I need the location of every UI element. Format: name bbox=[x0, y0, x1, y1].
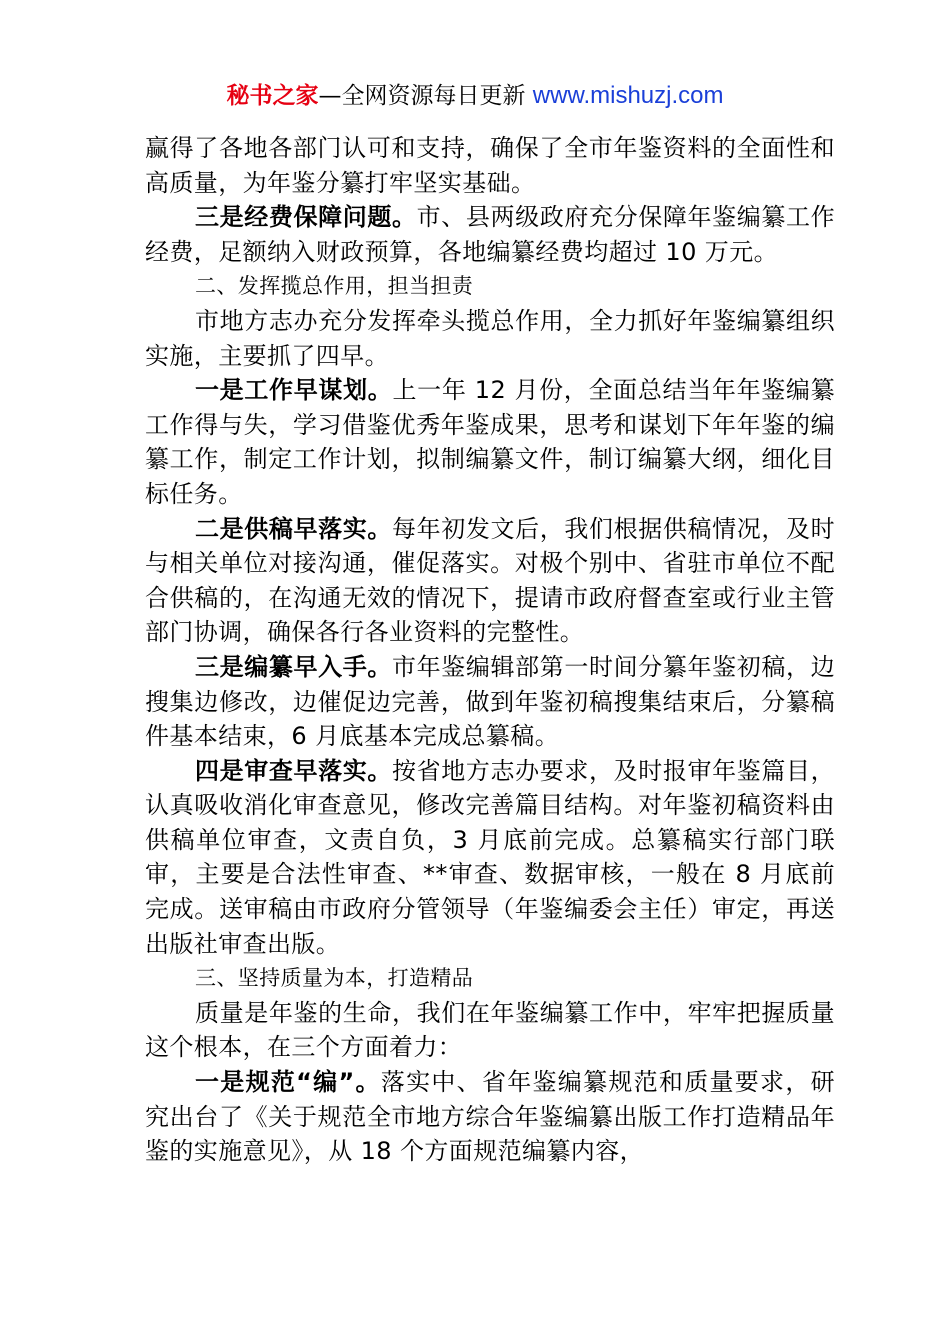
paragraph bbox=[145, 304, 835, 373]
paragraph-text: 按省地方志办要求，及时报审年鉴篇目，认真吸收消化审查意见，修改完善篇目结构。对年鉴初稿资料由供稿单位审查，文责自负，3 月底前完成。总纂稿实行部门联审，主要是合法性审查、**审查、数据审核，一般在 8 月底前完成。送审稿由市政府分管领导（年鉴编委会主任）审定，再送出版社审查出版。 bbox=[145, 756, 836, 958]
paragraph-text: 市年鉴编辑部第一时间分纂年鉴初稿，边搜集边修改，边催促边完善，做到年鉴初稿搜集结束后，分纂稿件基本结束，6 月底基本完成总纂稿。 bbox=[145, 652, 836, 751]
paragraph bbox=[145, 200, 835, 269]
paragraph-lead: 四是审查早落实。 bbox=[195, 756, 392, 785]
paragraph-text: 上一年 12 月份，全面总结当年年鉴编纂工作得与失，学习借鉴优秀年鉴成果，思考和谋划下年年鉴的编纂工作，制定工作计划，拟制编纂文件，制订编纂大纲，细化目标任务。 bbox=[145, 376, 836, 508]
paragraph bbox=[145, 754, 835, 962]
site-url-link[interactable]: www.mishuzj.com bbox=[532, 82, 724, 109]
paragraph-text: 每年初发文后，我们根据供稿情况，及时与相关单位对接沟通，催促落实。对极个别中、省驻市单位不配合供稿的，在沟通无效的情况下，提请市政府督查室或行业主管部门协调，确保各行各业资料的完整性。 bbox=[145, 514, 836, 647]
document-body bbox=[145, 131, 835, 1169]
paragraph bbox=[145, 650, 835, 754]
paragraph-text: 赢得了各地各部门认可和支持，确保了全市年鉴资料的全面性和高质量，为年鉴分纂打牢坚实基础。 bbox=[145, 134, 835, 197]
section-heading bbox=[145, 269, 835, 304]
paragraph bbox=[145, 996, 835, 1065]
paragraph-lead: 三是经费保障问题。 bbox=[195, 203, 417, 232]
section-heading-text: 二、发挥揽总作用，担当担责 bbox=[195, 274, 474, 299]
paragraph bbox=[145, 373, 835, 511]
paragraph bbox=[145, 131, 835, 200]
paragraph-lead: 三是编纂早入手。 bbox=[195, 652, 392, 681]
paragraph bbox=[145, 512, 835, 650]
section-heading-text: 三、坚持质量为本，打造精品 bbox=[195, 966, 474, 991]
paragraph bbox=[145, 1065, 835, 1169]
paragraph-text: 市地方志办充分发挥牵头揽总作用，全力抓好年鉴编纂组织实施，主要抓了四早。 bbox=[145, 306, 835, 370]
header-tagline: —全网资源每日更新 bbox=[318, 83, 526, 109]
paragraph-text: 质量是年鉴的生命，我们在年鉴编纂工作中，牢牢把握质量这个根本，在三个方面着力： bbox=[145, 998, 835, 1062]
paragraph-text: 落实中、省年鉴编纂规范和质量要求，研究出台了《关于规范全市地方综合年鉴编纂出版工作打造精品年鉴的实施意见》，从 18 个方面规范编纂内容， bbox=[145, 1068, 836, 1166]
brand-name: 秘书之家 bbox=[226, 83, 319, 109]
paragraph-lead: 一是规范“编”。 bbox=[195, 1068, 381, 1097]
site-header bbox=[0, 80, 950, 112]
section-heading bbox=[145, 961, 835, 996]
paragraph-lead: 一是工作早谋划。 bbox=[195, 376, 393, 405]
paragraph-text: 市、县两级政府充分保障年鉴编纂工作经费，足额纳入财政预算，各地编纂经费均超过 10 万元。 bbox=[145, 203, 835, 266]
paragraph-lead: 二是供稿早落实。 bbox=[195, 514, 392, 543]
